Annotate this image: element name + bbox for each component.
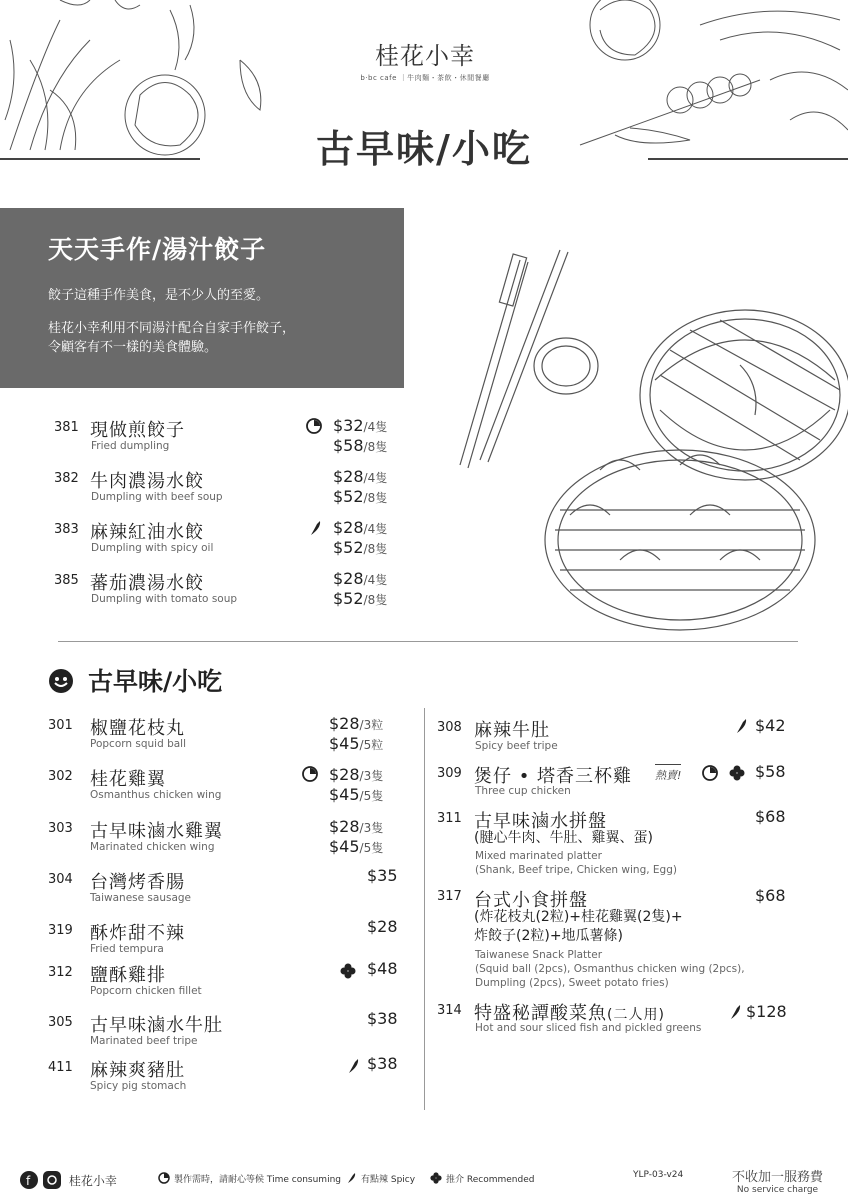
dumpling-section-title: 天天手作/湯汁餃子: [48, 235, 267, 264]
item-name-zh: 鹽酥雞排: [90, 965, 166, 986]
item-name-main: 特盛秘譚酸菜魚: [474, 1003, 607, 1024]
price-unit: /3隻: [359, 769, 384, 783]
item-name-zh: 麻辣紅油水餃: [90, 522, 204, 543]
item-name-zh: 牛肉濃湯水餃: [90, 471, 204, 492]
time-icon: [302, 766, 318, 786]
footer-brand-name: 桂花小幸: [68, 1173, 117, 1188]
item-name-zh: 煲仔 • 塔香三杯雞: [474, 766, 633, 787]
price-unit: /4隻: [363, 471, 388, 485]
price-value: $52: [333, 589, 364, 608]
dumpling-desc-2a: 桂花小幸利用不同湯汁配合自家手作餃子，: [48, 321, 296, 336]
price-value: $32: [333, 416, 364, 435]
price-large: [333, 436, 387, 455]
item-name-en: Popcorn squid ball: [90, 738, 187, 750]
section-divider: [58, 641, 798, 642]
legend-time: [158, 1170, 341, 1185]
item-name-zh: 台式小食拼盤: [474, 890, 588, 911]
price-value: $52: [333, 487, 364, 506]
item-desc-en: Dumpling (2pcs), Sweet potato fries): [475, 977, 669, 989]
price-value: $45: [329, 734, 360, 753]
price-value: $28: [329, 817, 360, 836]
item-number: 303: [48, 821, 73, 836]
item-name-zh: 現做煎餃子: [90, 420, 185, 441]
item-name-en: Three cup chicken: [475, 785, 571, 797]
smile-icon: [48, 668, 74, 694]
price-value: $68: [755, 807, 786, 826]
price-unit: /8隻: [363, 491, 388, 505]
legend-spicy-label: 有點辣 Spicy: [361, 1175, 416, 1185]
item-number: 301: [48, 718, 73, 733]
dumpling-intro-box: [0, 208, 404, 388]
item-number: 308: [437, 720, 462, 735]
item-desc-en: (Squid ball (2pcs), Osmanthus chicken wing (2pcs),: [475, 963, 745, 975]
item-name-en: Spicy beef tripe: [475, 740, 558, 752]
price-unit: /4隻: [363, 522, 388, 536]
price: [746, 1002, 787, 1021]
price-value: $58: [755, 762, 786, 781]
item-name-zh: 麻辣牛肚: [474, 720, 550, 741]
clover-icon: [340, 963, 356, 983]
item-sub-zh: 炸餃子(2粒)+地瓜薯條): [474, 928, 624, 944]
price-unit: /4隻: [363, 420, 388, 434]
item-name-zh: 古早味滷水拼盤: [474, 811, 607, 832]
price-value: $28: [333, 467, 364, 486]
facebook-instagram-icon: [20, 1171, 62, 1189]
item-name-zh: 古早味滷水雞翼: [90, 821, 223, 842]
item-name-en: Dumpling with spicy oil: [91, 542, 214, 554]
item-name-en: Spicy pig stomach: [90, 1080, 187, 1092]
price-value: $38: [367, 1009, 398, 1028]
logo-title: 桂花小幸: [375, 42, 475, 70]
time-icon: [158, 1172, 170, 1187]
service-charge-note: [732, 1166, 823, 1195]
price-value: $28: [329, 765, 360, 784]
price-large: [329, 837, 383, 856]
item-name-zh: 酥炸甜不辣: [90, 923, 185, 944]
item-name-en: Dumpling with tomato soup: [91, 593, 238, 605]
item-number: 304: [48, 872, 73, 887]
steamer-illustration: [440, 240, 848, 640]
price: [755, 762, 786, 781]
price-small: [329, 765, 383, 784]
price-large: [333, 589, 387, 608]
price-value: $28: [367, 917, 398, 936]
legend-recommended: [430, 1170, 534, 1185]
item-name-zh: 台灣烤香腸: [90, 872, 185, 893]
item-number: 317: [437, 889, 462, 904]
price-value: $35: [367, 866, 398, 885]
price-large: [333, 538, 387, 557]
item-number: 381: [54, 420, 79, 435]
logo-subtitle: b·bc cafe ｜牛肉麵・茶飲・休閒餐廳: [360, 74, 490, 82]
snack-section-title: 古早味/小吃: [88, 667, 223, 696]
item-name-en: Osmanthus chicken wing: [90, 789, 222, 801]
price-unit: /5隻: [359, 789, 384, 803]
item-name-zh: 椒鹽花枝丸: [90, 718, 185, 739]
chili-icon: [308, 520, 322, 540]
price-value: $45: [329, 837, 360, 856]
clover-icon: [430, 1172, 442, 1187]
price: [367, 1009, 398, 1028]
item-name-en: Hot and sour sliced fish and pickled greens: [475, 1022, 702, 1034]
footer-social: [20, 1171, 117, 1189]
price-value: $28: [333, 518, 364, 537]
price-value: $58: [333, 436, 364, 455]
item-number: 312: [48, 965, 73, 980]
price-value: $52: [333, 538, 364, 557]
legend-time-label: 製作需時，請耐心等候 Time consuming: [174, 1175, 341, 1185]
service-charge-en: No service charge: [736, 1185, 819, 1195]
item-number: 382: [54, 471, 79, 486]
price: [367, 917, 398, 936]
hot-seller-badge: 熱賣!: [655, 764, 681, 783]
chili-icon: [345, 1172, 357, 1187]
price-unit: /3粒: [359, 718, 384, 732]
price-large: [333, 487, 387, 506]
column-divider: [424, 708, 425, 1110]
item-sub-zh: (腱心牛肉、牛肚、雞翼、蛋): [474, 830, 653, 846]
time-icon: [306, 418, 322, 438]
item-sub-zh: (炸花枝丸(2粒)+桂花雞翼(2隻)+: [474, 909, 683, 925]
item-number: 319: [48, 923, 73, 938]
item-name-en: Marinated beef tripe: [90, 1035, 198, 1047]
chili-icon: [346, 1058, 360, 1078]
price-large: [329, 734, 383, 753]
price-small: [333, 518, 387, 537]
service-charge-zh: 不收加一服務費: [732, 1170, 824, 1185]
item-number: 383: [54, 522, 79, 537]
menu-code: YLP-03-v24: [633, 1170, 684, 1180]
legend-spicy: [345, 1170, 415, 1185]
item-name-en: Dumpling with beef soup: [91, 491, 223, 503]
price-unit: /5粒: [359, 738, 384, 752]
item-number: 305: [48, 1015, 73, 1030]
time-icon: [702, 765, 718, 785]
price: [367, 959, 398, 978]
item-name-en: Mixed marinated platter: [475, 850, 602, 862]
item-name-en: Taiwanese sausage: [90, 892, 192, 904]
title-rule-left: [0, 158, 200, 160]
item-number: 302: [48, 769, 73, 784]
page-title: 古早味/小吃: [316, 126, 532, 171]
price-value: $28: [329, 714, 360, 733]
price-unit: /4隻: [363, 573, 388, 587]
item-number: 411: [48, 1060, 73, 1075]
chili-icon: [734, 718, 748, 738]
price: [367, 866, 398, 885]
clover-icon: [729, 765, 745, 785]
item-name-zh: 古早味滷水牛肚: [90, 1015, 223, 1036]
item-name-en: Popcorn chicken fillet: [90, 985, 202, 997]
item-name-en: Marinated chicken wing: [90, 841, 215, 853]
price-small: [333, 467, 387, 486]
item-name-en: Taiwanese Snack Platter: [475, 949, 603, 961]
price-value: $42: [755, 716, 786, 735]
price-small: [329, 714, 383, 733]
price: [367, 1054, 398, 1073]
item-name-en: Fried dumpling: [91, 440, 170, 452]
price-unit: /3隻: [359, 821, 384, 835]
price: [755, 716, 786, 735]
item-name-serving: (二人用): [607, 1007, 665, 1023]
price: [755, 807, 786, 826]
title-rule-right: [648, 158, 848, 160]
price-value: $38: [367, 1054, 398, 1073]
item-number: 311: [437, 811, 462, 826]
item-name-zh: 蕃茄濃湯水餃: [90, 573, 204, 594]
price-small: [329, 817, 383, 836]
price-unit: /8隻: [363, 440, 388, 454]
item-name-zh: 麻辣爽豬肚: [90, 1060, 185, 1081]
price-value: $28: [333, 569, 364, 588]
price-small: [333, 416, 387, 435]
item-number: 314: [437, 1003, 462, 1018]
chili-icon: [728, 1004, 742, 1024]
item-number: 309: [437, 766, 462, 781]
price-value: $45: [329, 785, 360, 804]
dumpling-desc-1: 餃子這種手作美食，是不少人的至愛。: [48, 288, 270, 303]
dumpling-desc-2b: 令顧客有不一樣的美食體驗。: [48, 340, 218, 355]
item-name-zh: 桂花雞翼: [90, 769, 166, 790]
price-unit: /8隻: [363, 542, 388, 556]
price-value: $68: [755, 886, 786, 905]
price-small: [333, 569, 387, 588]
item-desc-en: (Shank, Beef tripe, Chicken wing, Egg): [475, 864, 677, 876]
item-number: 385: [54, 573, 79, 588]
price-large: [329, 785, 383, 804]
price: [755, 886, 786, 905]
item-name-en: Fried tempura: [90, 943, 164, 955]
price-value: $48: [367, 959, 398, 978]
price-unit: /8隻: [363, 593, 388, 607]
legend-recommended-label: 推介 Recommended: [446, 1175, 535, 1185]
svg-text:f: f: [26, 1174, 31, 1188]
brand-logo: [355, 36, 495, 83]
price-value: $128: [746, 1002, 787, 1021]
price-unit: /5隻: [359, 841, 384, 855]
